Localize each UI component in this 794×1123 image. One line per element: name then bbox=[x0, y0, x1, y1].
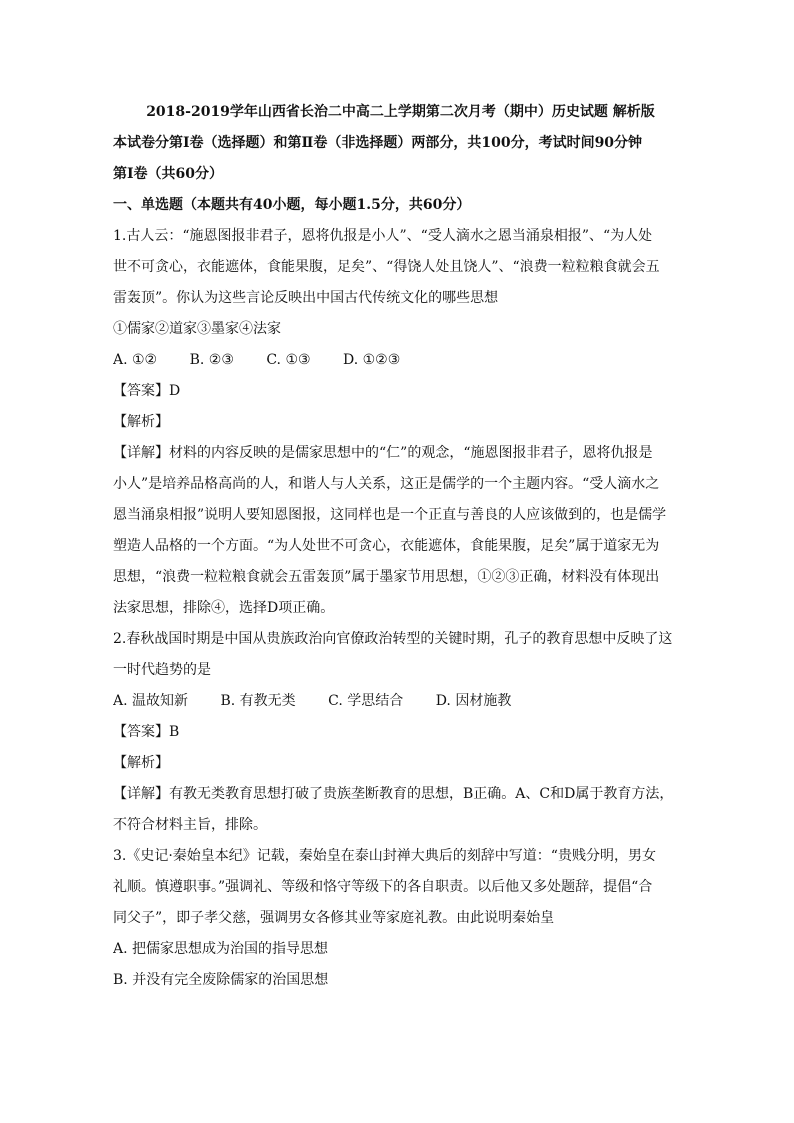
exam-intro: 本试卷分第Ⅰ卷（选择题）和第Ⅱ卷（非选择题）两部分，共100分，考试时间90分钟 bbox=[113, 135, 643, 151]
question-2 bbox=[113, 624, 688, 841]
question-sub-items: ①儒家②道家③墨家④法家 bbox=[113, 321, 281, 337]
option-b: B. 有教无类 bbox=[220, 693, 296, 709]
option-c: C. ①③ bbox=[266, 352, 311, 368]
question-stem-line: 3.《史记·秦始皇本纪》记载，秦始皇在泰山封禅大典后的刻辞中写道：“贵贱分明，男女 bbox=[113, 848, 656, 864]
section-heading: 一、单选题（本题共有40小题，每小题1.5分，共60分） bbox=[113, 197, 471, 213]
answer-options bbox=[113, 686, 688, 717]
detail-line: 思想，“浪费一粒粒粮食就会五雷轰顶”属于墨家节用思想，①②③正确，材料没有体现出 bbox=[113, 569, 660, 585]
option-b: B. ②③ bbox=[189, 352, 234, 368]
question-stem-line: 世不可贪心，衣能遮体，食能果腹，足矣”、“得饶人处且饶人”、“浪费一粒粒粮食就会五 bbox=[113, 259, 660, 275]
option-d: D. 因材施教 bbox=[435, 693, 512, 709]
detail-line: 塑造人品格的一个方面。“为人处世不可贪心，衣能遮体，食能果腹，足矣”属于道家无为 bbox=[113, 538, 660, 554]
question-stem-line: 同父子”，即子孝父慈，强调男女各修其业等家庭礼教。由此说明秦始皇 bbox=[113, 910, 555, 926]
option-c: C. 学思结合 bbox=[328, 693, 404, 709]
detail-line: 法家思想，排除④，选择D项正确。 bbox=[113, 600, 335, 616]
question-stem-line: 礼顺。慎遵职事。”强调礼、等级和恪守等级下的各自职责。以后他又多处题辞，提倡“合 bbox=[113, 879, 653, 895]
question-1 bbox=[113, 221, 688, 624]
question-stem-line: 1.古人云：“施恩图报非君子，恩将仇报是小人”、“受人滴水之恩当涌泉相报”、“为人处 bbox=[113, 228, 653, 244]
detail-line: 【详解】材料的内容反映的是儒家思想中的“仁”的观念，“施恩图报非君子，恩将仇报是 bbox=[113, 445, 653, 461]
part-heading: 第Ⅰ卷（共60分） bbox=[113, 166, 224, 182]
option-b: B. 并没有完全废除儒家的治国思想 bbox=[113, 972, 329, 988]
option-a: A. 温故知新 bbox=[113, 693, 189, 709]
answer-label: 【答案】B bbox=[113, 724, 180, 740]
option-a: A. 把儒家思想成为治国的指导思想 bbox=[113, 941, 329, 957]
document-page bbox=[113, 97, 688, 996]
detail-line: 【详解】有教无类教育思想打破了贵族垄断教育的思想，B正确。A、C和D属于教育方法， bbox=[113, 786, 674, 802]
document-title: 2018-2019学年山西省长治二中高二上学期第二次月考（期中）历史试题 解析版 bbox=[146, 104, 655, 120]
detail-line: 恩当涌泉相报”说明人要知恩图报，这同样也是一个正直与善良的人应该做到的，也是儒学 bbox=[113, 507, 667, 523]
question-3 bbox=[113, 841, 688, 996]
question-stem-line: 雷轰顶”。你认为这些言论反映出中国古代传统文化的哪些思想 bbox=[113, 290, 499, 306]
analysis-label: 【解析】 bbox=[113, 755, 169, 771]
option-d: D. ①②③ bbox=[343, 352, 401, 368]
question-stem-line: 一时代趋势的是 bbox=[113, 662, 211, 678]
analysis-label: 【解析】 bbox=[113, 414, 169, 430]
option-a: A. ①② bbox=[113, 352, 158, 368]
question-stem-line: 2.春秋战国时期是中国从贵族政治向官僚政治转型的关键时期，孔子的教育思想中反映了这 bbox=[113, 631, 673, 647]
answer-label: 【答案】D bbox=[113, 383, 181, 399]
answer-options bbox=[113, 345, 688, 376]
detail-line: 小人”是培养品格高尚的人，和谐人与人关系，这正是儒学的一个主题内容。“受人滴水之 bbox=[113, 476, 660, 492]
detail-line: 不符合材料主旨，排除。 bbox=[113, 817, 267, 833]
